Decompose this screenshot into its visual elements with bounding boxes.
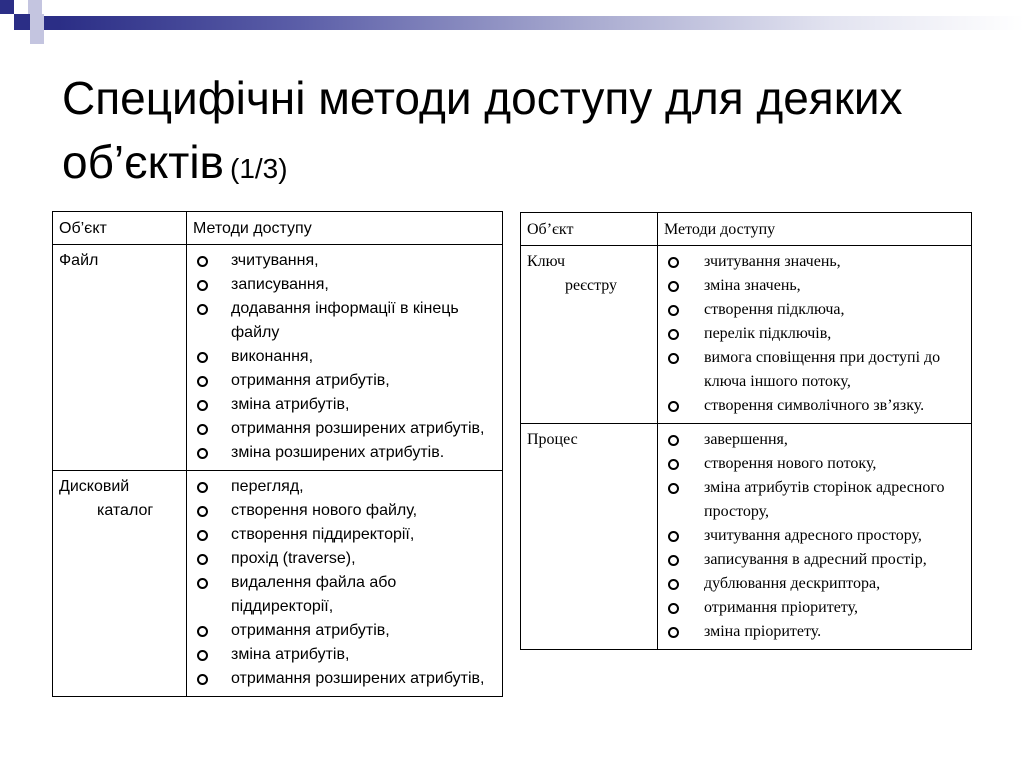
deco-square (44, 16, 58, 30)
slide-title-suffix: (1/3) (230, 153, 288, 184)
header-object: Об’єкт (53, 212, 187, 245)
object-cell (53, 471, 187, 697)
list-item: створення піддиректорії, (193, 523, 496, 547)
object-cell (521, 424, 658, 650)
object-name: Процес (527, 431, 578, 448)
list-item: зчитування адресного простору, (664, 524, 965, 548)
table-header-row (53, 212, 503, 245)
object-cell (53, 245, 187, 471)
list-item: перелік підключів, (664, 322, 965, 346)
methods-list (193, 249, 496, 465)
methods-cell (658, 246, 972, 424)
table-header-row (521, 213, 972, 246)
list-item: зчитування значень, (664, 250, 965, 274)
list-item: створення нового потоку, (664, 452, 965, 476)
object-name-line2: реєстру (565, 277, 618, 294)
methods-cell (658, 424, 972, 650)
table-row (521, 246, 972, 424)
methods-list (193, 475, 496, 691)
header-methods: Методи доступу (187, 212, 503, 245)
list-item: отримання розширених атрибутів, (193, 417, 496, 441)
object-name-line2: каталог (97, 502, 154, 519)
list-item: отримання пріоритету, (664, 596, 965, 620)
table-left (52, 211, 503, 697)
list-item: виконання, (193, 345, 496, 369)
list-item: створення нового файлу, (193, 499, 496, 523)
list-item: зміна атрибутів сторінок адресного простору, (664, 476, 965, 524)
object-cell (521, 246, 658, 424)
methods-list (664, 428, 965, 644)
header-object: Об’єкт (521, 213, 658, 246)
slide-title-text: Специфічні методи доступу для деяких об’єктів (62, 72, 903, 188)
list-item: перегляд, (193, 475, 496, 499)
list-item: зміна значень, (664, 274, 965, 298)
deco-square (14, 30, 30, 44)
list-item: записування, (193, 273, 496, 297)
header-methods: Методи доступу (658, 213, 972, 246)
header-decoration (0, 0, 1024, 48)
list-item: додавання інформації в кінець файлу (193, 297, 496, 345)
list-item: отримання атрибутів, (193, 619, 496, 643)
table-row (53, 471, 503, 697)
list-item: створення символічного зв’язку. (664, 394, 965, 418)
list-item: видалення файла або піддиректорії, (193, 571, 496, 619)
slide-title (62, 66, 982, 201)
deco-square (30, 30, 44, 44)
list-item: вимога сповіщення при доступі до ключа іншого потоку, (664, 346, 965, 394)
table-row (521, 424, 972, 650)
list-item: зміна пріоритету. (664, 620, 965, 644)
object-name: Файл (59, 252, 99, 269)
list-item: записування в адресний простір, (664, 548, 965, 572)
list-item: отримання атрибутів, (193, 369, 496, 393)
list-item: прохід (traverse), (193, 547, 496, 571)
list-item: зміна атрибутів, (193, 393, 496, 417)
list-item: зміна атрибутів, (193, 643, 496, 667)
methods-cell (187, 471, 503, 697)
deco-square (14, 14, 30, 30)
list-item: створення підключа, (664, 298, 965, 322)
deco-square (14, 0, 28, 14)
methods-list (664, 250, 965, 418)
list-item: зміна розширених атрибутів. (193, 441, 496, 465)
methods-cell (187, 245, 503, 471)
object-name: Дисковий (59, 478, 130, 495)
deco-square (30, 14, 44, 30)
deco-square (28, 0, 42, 14)
deco-square (42, 0, 58, 14)
list-item: отримання розширених атрибутів, (193, 667, 496, 691)
table-right (520, 212, 972, 650)
header-gradient-bar (58, 16, 1024, 30)
list-item: завершення, (664, 428, 965, 452)
list-item: зчитування, (193, 249, 496, 273)
table-row (53, 245, 503, 471)
object-name: Ключ (527, 253, 566, 270)
deco-square (0, 0, 14, 14)
list-item: дублювання дескриптора, (664, 572, 965, 596)
